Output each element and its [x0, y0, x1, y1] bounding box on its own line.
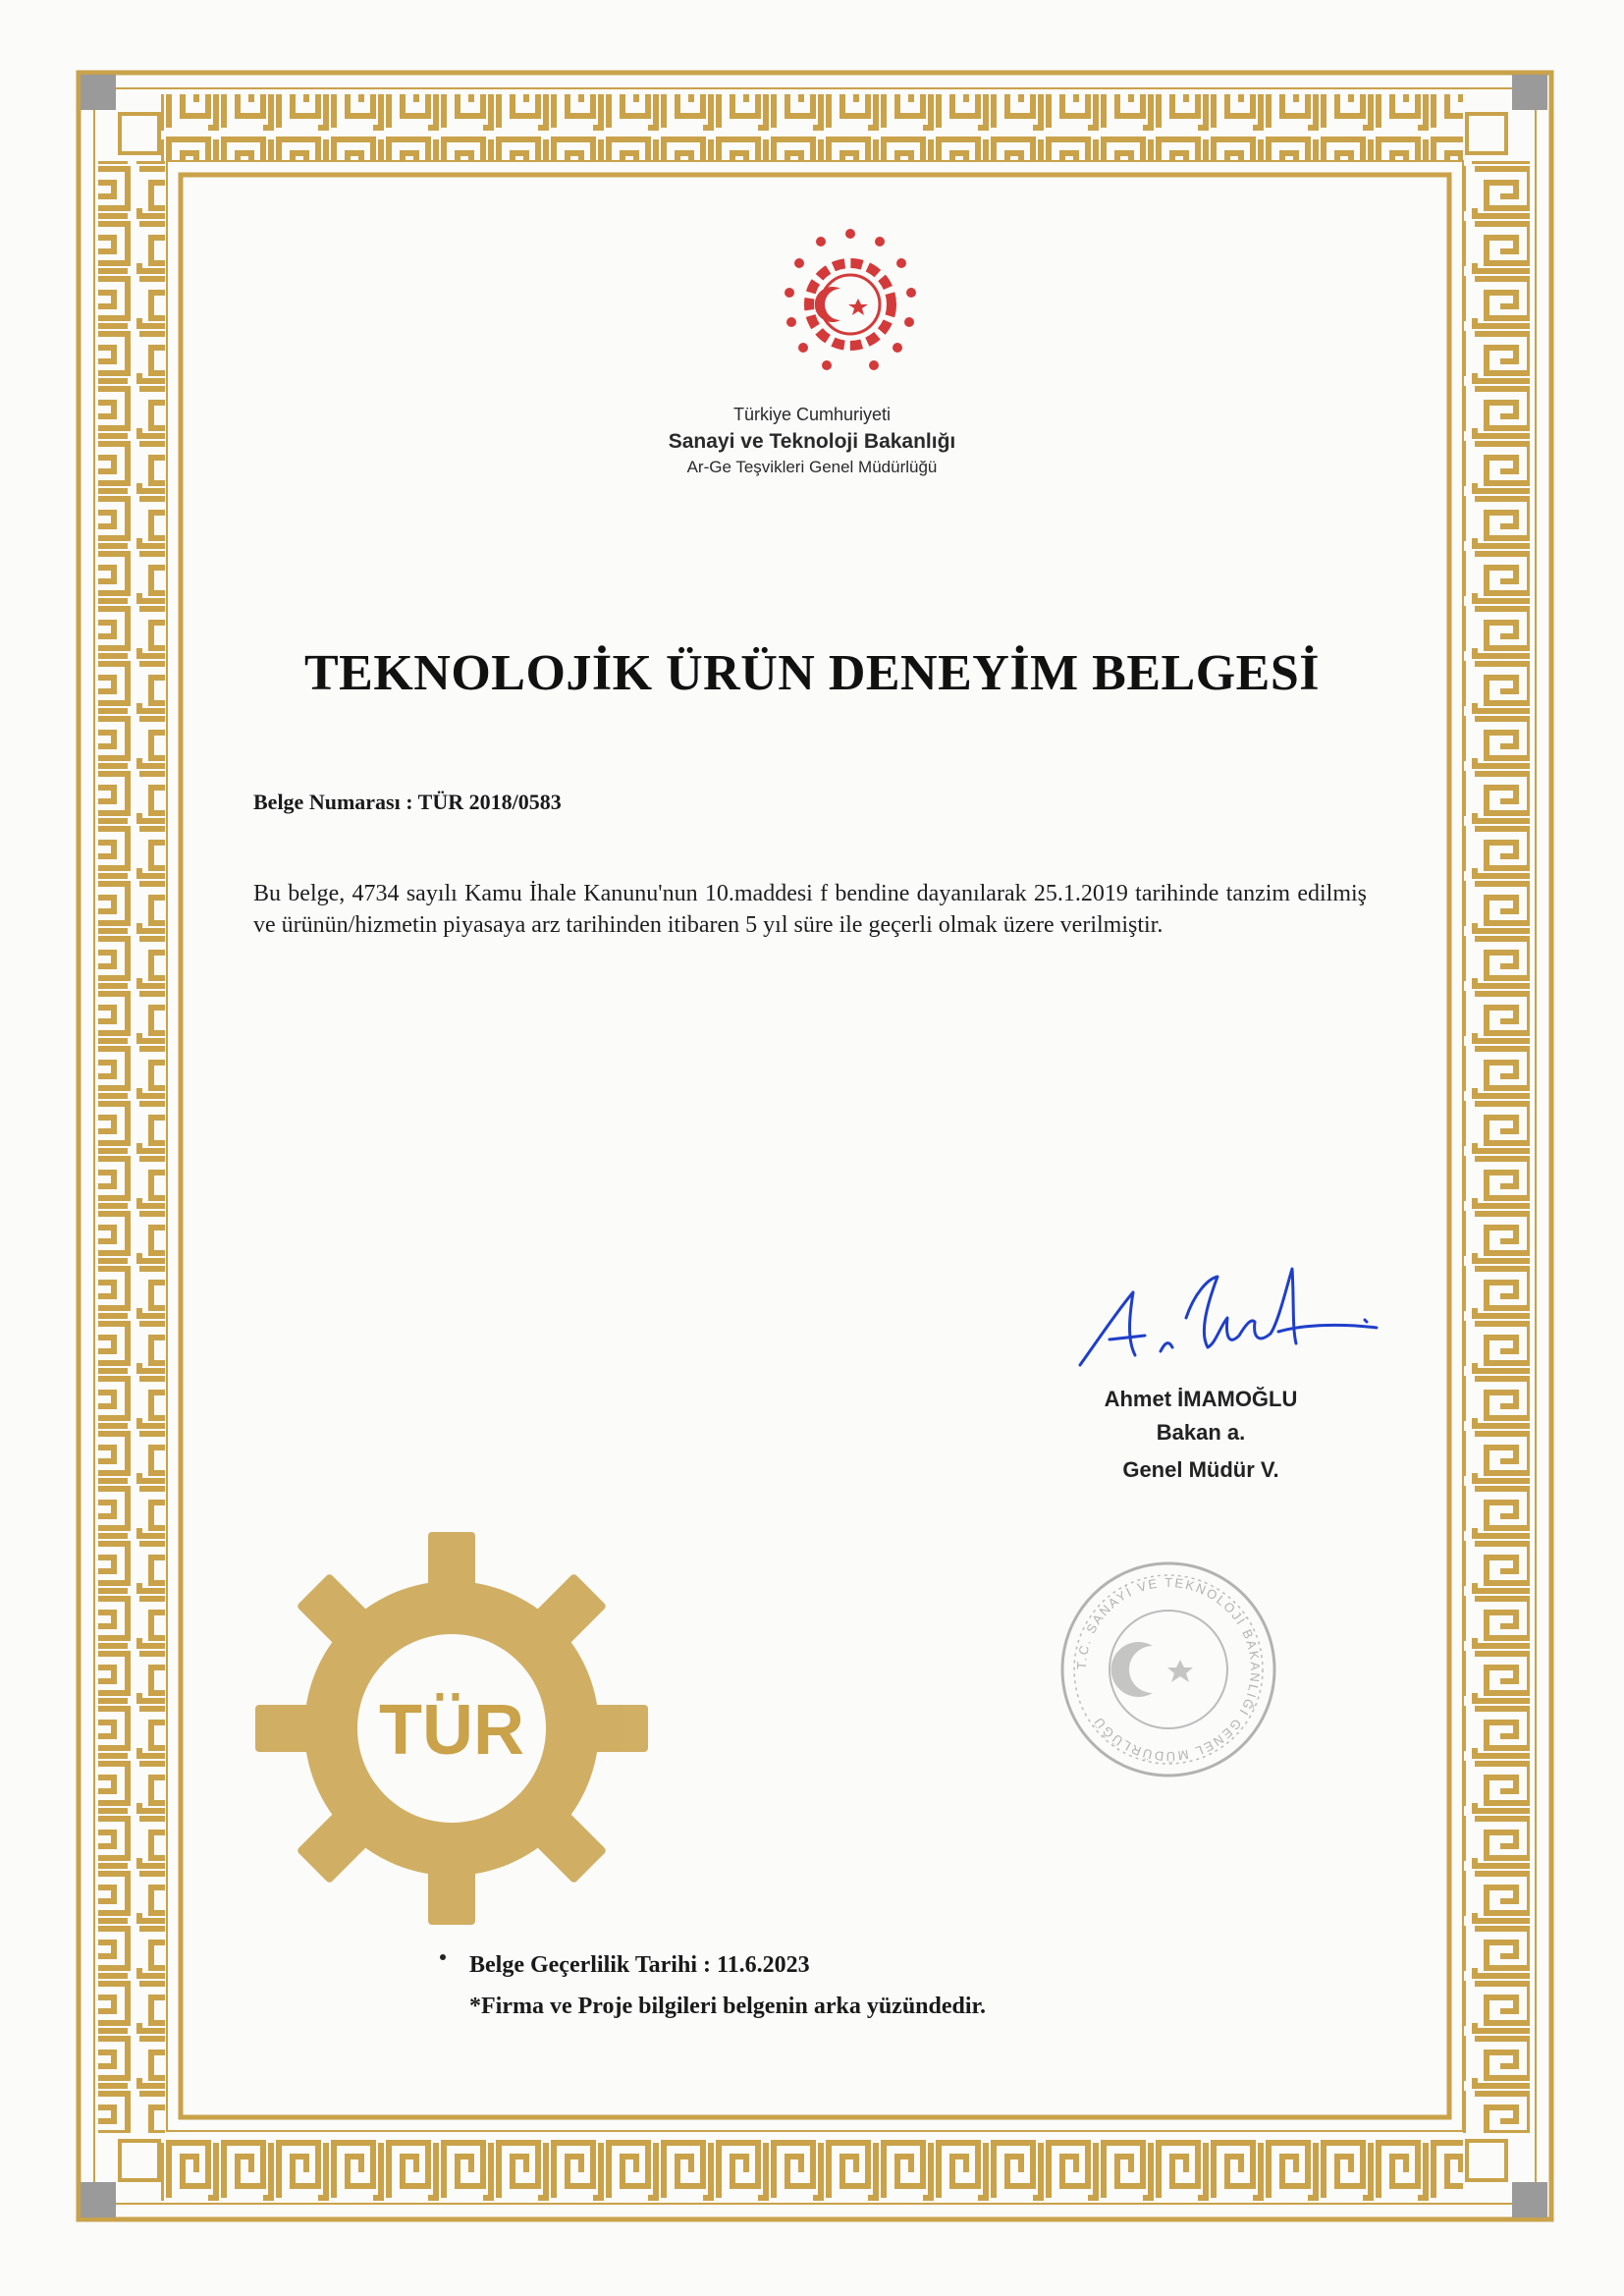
ministry-emblem-icon — [772, 220, 929, 387]
official-stamp-seal — [1051, 1552, 1286, 1787]
tur-gear-logo — [236, 1512, 668, 1944]
ministry-name: Sanayi ve Teknoloji Bakanlığı — [668, 430, 956, 453]
directorate-name: Ar-Ge Teşvikleri Genel Müdürlüğü — [686, 458, 938, 476]
certificate-number-label: Belge Numarası : — [253, 790, 413, 814]
handwritten-signature — [1070, 1249, 1384, 1377]
validity-line — [469, 1952, 810, 1979]
country-name: Türkiye Cumhuriyeti — [732, 405, 892, 424]
certificate-number-value: TÜR 2018/0583 — [417, 790, 562, 814]
footer-note: *Firma ve Proje bilgileri belgenin arka yüzündedir. — [469, 1994, 986, 2019]
certificate-title: TEKNOLOJİK ÜRÜN DENEYİM BELGESİ — [303, 645, 1321, 701]
signatory-title: Genel Müdür V. — [1122, 1457, 1279, 1482]
certificate-body: Bu belge, 4734 sayılı Kamu İhale Kanunu'nun 10.maddesi f bendine dayanılarak 25.1.2019 tarihinde tanzim edilmiş ve ürünün/hizmetin piyasaya arz tarihinden itibaren 5 yıl süre ile geçerli olmak üzere verilmiştir. — [253, 881, 1367, 938]
certificate-number-line — [253, 790, 562, 815]
signatory-name: Ahmet İMAMOĞLU — [1104, 1387, 1298, 1411]
validity-label: Belge Geçerlilik Tarihi : — [469, 1952, 711, 1978]
tur-logo-text: TÜR — [379, 1691, 524, 1770]
signatory-role: Bakan a. — [1156, 1420, 1246, 1445]
validity-date: 11.6.2023 — [716, 1952, 810, 1978]
svg-text:T.C. SANAYİ VE TEKNOLOJİ BAKAN — [1074, 1575, 1263, 1764]
seal-text: T.C. SANAYİ VE TEKNOLOJİ BAKANLIĞI GENEL MÜDÜRLÜĞÜ — [1073, 1574, 1264, 1765]
bullet-dot — [440, 1954, 446, 1960]
